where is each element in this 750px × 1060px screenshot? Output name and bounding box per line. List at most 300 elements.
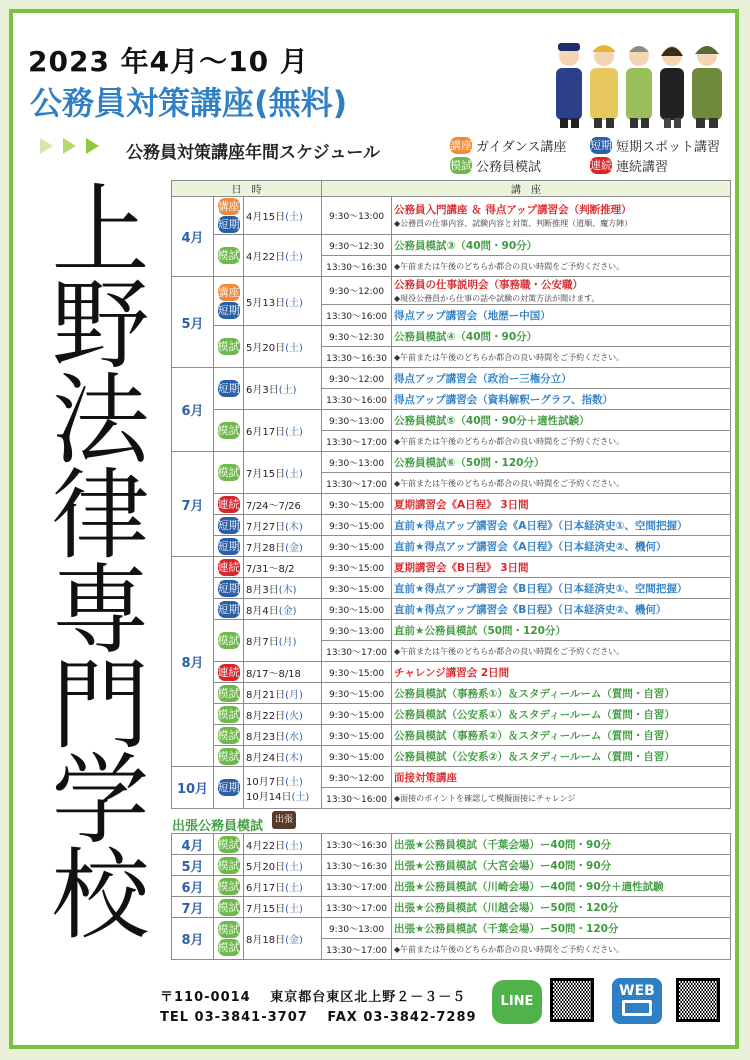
course-cell: [392, 389, 731, 410]
office-worker-figure: [626, 46, 652, 128]
course-name: 公務員の仕事説明会（事務職・公安職）: [394, 279, 584, 291]
web-button[interactable]: [610, 976, 664, 1026]
badge-cell: [214, 368, 244, 410]
weekday: (土): [278, 385, 297, 396]
course-cell: [392, 662, 731, 683]
course-name: 公務員模試⑤（40問・90分＋適性試験）: [394, 414, 590, 427]
time-cell: 9:30〜15:00: [322, 599, 392, 620]
arrow-icons: [40, 138, 109, 158]
course-cell: [392, 410, 731, 431]
date-cell: [244, 536, 322, 557]
weekday: (木): [285, 521, 303, 533]
table-row: [172, 326, 731, 347]
line-button[interactable]: LINE: [492, 980, 542, 1024]
course-name: 公務員模試（公安系②）＆スタディールーム（質問・自習）: [394, 750, 675, 763]
course-name: 夏期講習会《B日程》 3日間: [394, 561, 529, 574]
course-cell: [392, 767, 731, 788]
date-cell: [244, 855, 322, 876]
badge-cell: [214, 876, 244, 897]
course-name: 公務員模試（事務系①）＆スタディールーム（質問・自習）: [394, 687, 675, 700]
weekday: (土): [291, 791, 310, 803]
date-cell: [244, 326, 322, 368]
short-badge: 短期: [217, 303, 240, 317]
badge-cell: [214, 725, 244, 746]
course-name: 出張★公務員模試（川越会場）ー50問・120分: [394, 901, 619, 914]
date-cell: [244, 620, 322, 662]
date-text: 8月23日: [246, 731, 286, 743]
date-cell: [244, 410, 322, 452]
time-cell: 9:30〜15:00: [322, 536, 392, 557]
date-text: 8月4日: [246, 605, 279, 617]
time-cell: 13:30〜16:30: [322, 256, 392, 277]
time-cell: 13:30〜17:00: [322, 473, 392, 494]
course-cell: [392, 918, 731, 939]
weekday: (木): [278, 584, 297, 596]
time-cell: 9:30〜12:00: [322, 368, 392, 389]
course-name: 公務員入門講座 ＆ 得点アップ講習会（判断推理）: [394, 204, 632, 216]
badge-cell: [214, 918, 244, 960]
badge-cell: [214, 515, 244, 536]
month-cell: 7月: [172, 897, 214, 918]
course-note: ◆午前または午後のどちらか都合の良い時間をご予約ください。: [394, 262, 625, 271]
mock-badge: 模試: [217, 900, 240, 914]
time-cell: 9:30〜13:00: [322, 918, 392, 939]
month-cell: 4月: [172, 834, 214, 855]
legend-badge: 連続: [590, 159, 612, 172]
date-text: 5月20日: [246, 861, 286, 873]
weekday: (水): [285, 731, 303, 743]
time-cell: 13:30〜16:00: [322, 788, 392, 809]
school-address: 〒110-0014 東京都台東区北上野２－３－５: [160, 990, 467, 1005]
legend-guidance: [450, 136, 566, 155]
table-row: [172, 834, 731, 855]
time-cell: 9:30〜12:30: [322, 235, 392, 256]
legend-short: [590, 136, 720, 155]
short-badge: 短期: [217, 382, 240, 395]
course-cell: [392, 431, 731, 452]
date-text: 8月18日: [246, 935, 286, 946]
soldier-figure: [692, 46, 722, 128]
short-badge: 短期: [217, 218, 240, 231]
mock-badge: 模試: [217, 340, 240, 353]
time-cell: 13:30〜16:30: [322, 834, 392, 855]
school-name-char: 専: [51, 554, 150, 668]
badge-cell: [214, 662, 244, 683]
mock-badge: 模試: [217, 686, 240, 700]
month-cell: 8月: [172, 557, 214, 767]
schedule-subtitle: 公務員対策講座年間スケジュール: [126, 143, 380, 163]
badge-cell: [214, 620, 244, 662]
badge-cell: [214, 834, 244, 855]
line-qr-code[interactable]: [550, 978, 594, 1022]
time-cell: 9:30〜15:00: [322, 515, 392, 536]
date-text: 4月22日: [246, 840, 286, 852]
legend-mock: [450, 156, 541, 175]
time-cell: 9:30〜12:00: [322, 767, 392, 788]
weekday: (火): [285, 710, 303, 722]
course-name: 出張★公務員模試（千葉会場）ー40問・90分: [394, 838, 612, 851]
course-cell: [392, 834, 731, 855]
school-name-char: 校: [51, 839, 150, 953]
date-text: 10月14日: [246, 791, 292, 803]
police-officer-figure: [556, 43, 582, 128]
date-cell: [244, 834, 322, 855]
table-row: [172, 897, 731, 918]
weekday: (金): [285, 542, 303, 554]
course-cell: [392, 347, 731, 368]
mock-badge: 模試: [217, 923, 240, 936]
school-name-char: 法: [51, 364, 150, 478]
course-cell: [392, 256, 731, 277]
course-cell: [392, 197, 731, 235]
badge-cell: [214, 197, 244, 235]
course-cell: [392, 368, 731, 389]
date-cell: [244, 767, 322, 809]
course-cell: [392, 515, 731, 536]
mock-badge: 模試: [217, 941, 240, 954]
date-cell: [244, 578, 322, 599]
weekday: (土): [285, 297, 303, 309]
table-row: [172, 368, 731, 389]
course-name: 直前★得点アップ講習会《A日程》（日本経済史①、空間把握）: [394, 519, 688, 532]
course-cell: [392, 855, 731, 876]
table-row: [172, 918, 731, 939]
short-badge: 短期: [217, 781, 240, 794]
course-name: 直前★公務員模試（50問・120分）: [394, 624, 566, 637]
date-text: 8月3日: [246, 584, 279, 596]
short-badge: 短期: [217, 581, 240, 595]
legend-badge: 模試: [450, 159, 472, 172]
short-badge: 短期: [217, 602, 240, 616]
time-cell: 9:30〜13:00: [322, 410, 392, 431]
mock-badge: 模試: [217, 728, 240, 742]
outing-table: [171, 833, 731, 960]
series-badge: 連続: [217, 560, 240, 574]
school-name-char: 学: [51, 744, 150, 858]
time-cell: 13:30〜16:30: [322, 855, 392, 876]
web-label: WEB: [619, 983, 655, 999]
course-name: 出張★公務員模試（千葉会場）ー50問・120分: [394, 922, 619, 935]
time-cell: 13:30〜16:00: [322, 305, 392, 326]
arrow-icon: [40, 138, 53, 154]
date-text: 4月22日: [246, 252, 286, 263]
date-cell: [244, 452, 322, 494]
weekday: (月): [278, 637, 297, 648]
course-name: チャレンジ講習会 2日間: [394, 666, 510, 679]
time-cell: 9:30〜15:00: [322, 578, 392, 599]
time-cell: 9:30〜15:00: [322, 746, 392, 767]
month-cell: 4月: [172, 197, 214, 277]
weekday: (金): [285, 935, 303, 946]
course-name: 出張★公務員模試（川崎会場）ー40問・90分＋適性試験: [394, 880, 664, 893]
table-row: [172, 599, 731, 620]
date-cell: [244, 876, 322, 897]
date-text: 6月17日: [246, 882, 286, 894]
date-text: 7月28日: [246, 542, 286, 554]
date-cell: [244, 277, 322, 326]
date-text: 5月13日: [246, 297, 286, 309]
guidance-badge: 講座: [217, 285, 240, 299]
course-note: ◆午前または午後のどちらか都合の良い時間をご予約ください。: [394, 647, 625, 656]
course-cell: [392, 725, 731, 746]
badge-cell: [214, 277, 244, 326]
header-date: 日 時: [172, 181, 322, 197]
month-cell: 6月: [172, 368, 214, 452]
table-row: [172, 452, 731, 473]
guidance-badge: 講座: [217, 200, 240, 213]
table-header: [172, 181, 731, 197]
time-cell: 13:30〜17:00: [322, 876, 392, 897]
date-cell: [244, 897, 322, 918]
course-name: 得点アップ講習会（地歴ー中国）: [394, 309, 551, 322]
table-row: [172, 536, 731, 557]
course-name: 直前★得点アップ講習会《B日程》（日本経済史①、空間把握）: [394, 582, 688, 595]
course-cell: [392, 704, 731, 725]
date-text: 8月24日: [246, 752, 286, 764]
course-name: 直前★得点アップ講習会《A日程》（日本経済史②、機何）: [394, 540, 667, 553]
course-cell: [392, 641, 731, 662]
badge-cell: [214, 897, 244, 918]
time-cell: 13:30〜17:00: [322, 431, 392, 452]
arrow-icon: [63, 138, 76, 154]
table-row: [172, 746, 731, 767]
badge-cell: [214, 855, 244, 876]
weekday: (土): [285, 212, 303, 223]
course-note: ◆午前または午後のどちらか都合の良い時間をご予約ください。: [394, 353, 625, 362]
date-text: 7月15日: [246, 469, 286, 480]
course-note: ◆面接のポイントを確認して模擬面接にチャレンジ: [394, 794, 576, 803]
mock-badge: 模試: [217, 249, 240, 262]
course-note: ◆午前または午後のどちらか都合の良い時間をご予約ください。: [394, 945, 625, 954]
month-cell: 10月: [172, 767, 214, 809]
weekday: (土): [285, 903, 303, 915]
weekday: (土): [285, 427, 303, 438]
course-note: ◆現役公務員から仕事の話や試験の対策方法が聞けます。: [394, 294, 600, 303]
badge-cell: [214, 452, 244, 494]
course-cell: [392, 277, 731, 305]
school-phone-fax: TEL 03-3841-3707 FAX 03-3842-7289: [160, 1010, 477, 1025]
time-cell: 13:30〜16:00: [322, 389, 392, 410]
badge-cell: [214, 683, 244, 704]
date-cell: 8/17〜8/18: [244, 662, 322, 683]
school-name-char: 野: [51, 269, 150, 383]
badge-cell: [214, 494, 244, 515]
course-cell: [392, 235, 731, 256]
school-name-char: 上: [51, 174, 150, 288]
badge-cell: [214, 746, 244, 767]
date-cell: [244, 683, 322, 704]
weekday: (月): [285, 689, 303, 701]
course-cell: [392, 599, 731, 620]
course-cell: [392, 788, 731, 809]
table-row: [172, 578, 731, 599]
time-cell: 9:30〜12:30: [322, 326, 392, 347]
date-cell: [244, 704, 322, 725]
badge-cell: [214, 326, 244, 368]
weekday: (木): [285, 752, 303, 764]
badge-cell: [214, 536, 244, 557]
course-cell: [392, 683, 731, 704]
time-cell: 13:30〜17:00: [322, 897, 392, 918]
legend-badge: 短期: [590, 139, 612, 152]
mock-badge: 模試: [217, 466, 240, 479]
mock-badge: 模試: [217, 634, 240, 647]
course-cell: [392, 897, 731, 918]
mock-badge: 模試: [217, 858, 240, 872]
time-cell: 13:30〜16:30: [322, 347, 392, 368]
date-text: 4月15日: [246, 212, 286, 223]
month-cell: 6月: [172, 876, 214, 897]
month-cell: 7月: [172, 452, 214, 557]
time-cell: 9:30〜15:00: [322, 557, 392, 578]
series-badge: 連続: [217, 497, 240, 511]
badge-cell: [214, 557, 244, 578]
course-cell: [392, 473, 731, 494]
month-cell: 5月: [172, 855, 214, 876]
weekday: (土): [285, 469, 303, 480]
legend-badge: 講座: [450, 139, 472, 152]
time-cell: 9:30〜15:00: [322, 725, 392, 746]
course-name: 直前★得点アップ講習会《B日程》（日本経済史②、機何）: [394, 603, 667, 616]
course-cell: [392, 746, 731, 767]
date-cell: [244, 515, 322, 536]
table-row: [172, 557, 731, 578]
badge-cell: [214, 578, 244, 599]
time-cell: 9:30〜13:00: [322, 620, 392, 641]
time-cell: 9:30〜15:00: [322, 704, 392, 725]
course-cell: [392, 620, 731, 641]
weekday: (土): [285, 776, 303, 788]
table-row: [172, 683, 731, 704]
date-cell: [244, 918, 322, 960]
legend-label: 公務員模試: [476, 160, 542, 175]
date-cell: [244, 197, 322, 235]
school-name-vertical: [38, 174, 163, 953]
time-cell: 9:30〜15:00: [322, 683, 392, 704]
date-text: 7月15日: [246, 903, 286, 915]
arrow-icon: [86, 138, 99, 154]
mock-badge: 模試: [217, 749, 240, 763]
date-text: 8月7日: [246, 637, 279, 648]
date-cell: [244, 599, 322, 620]
badge-cell: [214, 704, 244, 725]
page-title: 公務員対策講座(無料): [30, 84, 348, 122]
table-row: [172, 515, 731, 536]
date-cell: 7/31〜8/2: [244, 557, 322, 578]
course-name: 夏期講習会《A日程》 3日間: [394, 498, 529, 511]
date-cell: [244, 368, 322, 410]
weekday: (金): [278, 605, 297, 617]
course-cell: [392, 876, 731, 897]
table-row: [172, 620, 731, 641]
web-qr-code[interactable]: [676, 978, 720, 1022]
table-row: [172, 494, 731, 515]
table-row: [172, 725, 731, 746]
course-cell: [392, 536, 731, 557]
time-cell: 13:30〜17:00: [322, 939, 392, 960]
date-text: 7月27日: [246, 521, 286, 533]
short-badge: 短期: [217, 518, 240, 532]
woman-worker-figure: [660, 46, 684, 128]
weekday: (土): [285, 252, 303, 263]
table-row: [172, 767, 731, 788]
date-cell: [244, 235, 322, 277]
course-name: 公務員模試④（40問・90分）: [394, 330, 538, 343]
time-cell: 9:30〜13:00: [322, 197, 392, 235]
legend-label: ガイダンス講座: [476, 140, 567, 155]
table-row: [172, 662, 731, 683]
course-cell: [392, 557, 731, 578]
time-cell: 9:30〜13:00: [322, 452, 392, 473]
badge-cell: [214, 599, 244, 620]
table-row: [172, 197, 731, 235]
mock-badge: 模試: [217, 879, 240, 893]
course-cell: [392, 452, 731, 473]
school-name-char: 律: [51, 459, 150, 573]
date-text: 6月3日: [246, 385, 279, 396]
month-cell: 5月: [172, 277, 214, 368]
weekday: (土): [285, 343, 303, 354]
course-name: 公務員模試（公安系①）＆スタディールーム（質問・自習）: [394, 708, 675, 721]
mock-badge: 模試: [217, 707, 240, 721]
schedule-table: [171, 180, 731, 809]
badge-cell: [214, 767, 244, 809]
date-text: 5月20日: [246, 343, 286, 354]
time-cell: 9:30〜15:00: [322, 662, 392, 683]
table-row: [172, 235, 731, 256]
course-cell: [392, 939, 731, 960]
course-name: 出張★公務員模試（大宮会場）ー40問・90分: [394, 859, 612, 872]
date-text: 10月7日: [246, 776, 286, 788]
firefighter-figure: [590, 45, 618, 128]
course-name: 公務員模試③（40問・90分）: [394, 239, 538, 252]
date-text: 8月21日: [246, 689, 286, 701]
school-name-char: 門: [51, 649, 150, 763]
outing-section-label: 出張公務員模試: [172, 819, 264, 834]
course-name: 得点アップ講習会（資料解釈ーグラフ、指数）: [394, 393, 613, 406]
weekday: (土): [285, 861, 303, 873]
date-cell: [244, 746, 322, 767]
time-cell: 13:30〜17:00: [322, 641, 392, 662]
badge-cell: [214, 410, 244, 452]
course-name: 公務員模試⑥（50問・120分）: [394, 456, 545, 469]
legend-series: [590, 156, 668, 175]
legend-label: 連続講習: [616, 160, 669, 175]
course-cell: [392, 305, 731, 326]
date-cell: [244, 725, 322, 746]
course-note: ◆午前または午後のどちらか都合の良い時間をご予約ください。: [394, 437, 625, 446]
course-note: ◆午前または午後のどちらか都合の良い時間をご予約ください。: [394, 479, 625, 488]
time-cell: 9:30〜15:00: [322, 494, 392, 515]
table-row: [172, 410, 731, 431]
mock-badge: 模試: [217, 424, 240, 437]
civil-servants-illustration: [550, 34, 730, 130]
course-cell: [392, 578, 731, 599]
badge-cell: [214, 235, 244, 277]
table-row: [172, 704, 731, 725]
series-badge: 連続: [217, 665, 240, 679]
weekday: (土): [285, 882, 303, 894]
bag-icon: 出張: [272, 811, 296, 829]
short-badge: 短期: [217, 539, 240, 553]
table-row: [172, 277, 731, 305]
date-text: 8月22日: [246, 710, 286, 722]
header-course: 講 座: [322, 181, 731, 197]
weekday: (土): [285, 840, 303, 852]
course-name: 公務員模試（事務系②）＆スタディールーム（質問・自習）: [394, 729, 675, 742]
course-note: ◆公務員の仕事内容、試験内容と対策、判断推理（道順、魔方陣）: [394, 219, 633, 228]
table-row: [172, 876, 731, 897]
